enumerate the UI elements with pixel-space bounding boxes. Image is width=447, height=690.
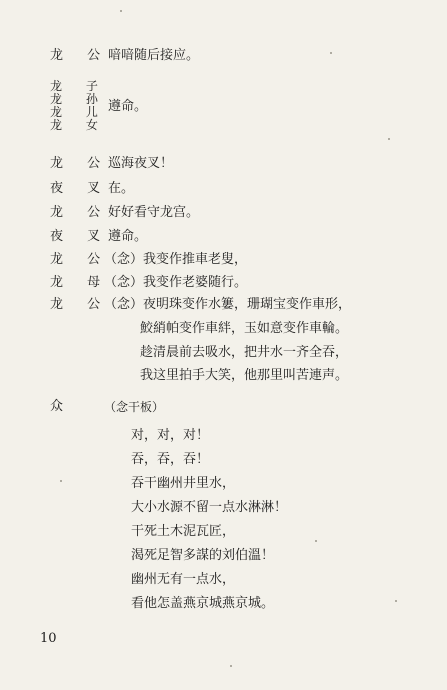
speaker: 夜 叉 — [50, 229, 111, 244]
page-number: 10 — [40, 631, 57, 646]
line-text: 看他怎盖燕京城燕京城。 — [131, 596, 275, 611]
line-text: 好好看守龙宫。 — [108, 205, 200, 220]
line-text: 干死土木泥瓦匠， — [131, 524, 236, 539]
line-text: 幽州无有一点水， — [131, 572, 236, 587]
speaker: 龙 公 — [50, 252, 111, 267]
line-text: 遵命。 — [108, 229, 148, 244]
speaker: 龙 儿 — [50, 105, 108, 119]
line-text: 我这里拍手大笑，他那里叫苦連声。 — [140, 368, 349, 383]
speaker: 夜 叉 — [50, 181, 111, 196]
line-text: （念干板） — [104, 400, 165, 414]
speaker: 龙 女 — [50, 118, 108, 132]
scan-speck — [60, 480, 62, 482]
scan-speck — [315, 540, 317, 542]
speaker: 龙 母 — [50, 275, 111, 290]
speaker: 众 — [50, 399, 74, 414]
line-text: （念）我变作推車老叟， — [104, 252, 248, 267]
speaker: 龙 公 — [50, 48, 111, 63]
line-text: 渴死足智多謀的刘伯溫！ — [131, 548, 275, 563]
line-text: 巡海夜叉！ — [108, 156, 174, 171]
line-text: 趁清晨前去吸水，把井水一齐全吞， — [140, 345, 349, 360]
line-text: 吞干幽州井里水， — [131, 476, 236, 491]
line-text: 在。 — [108, 181, 135, 196]
speaker: 龙 公 — [50, 156, 111, 171]
scan-speck — [230, 665, 232, 667]
scan-speck — [330, 52, 332, 54]
speaker: 龙 公 — [50, 205, 111, 220]
line-text: 吞，吞，吞！ — [131, 452, 210, 467]
speaker: 龙 公 — [50, 297, 111, 312]
speaker-stack — [50, 79, 108, 132]
scan-speck — [388, 138, 390, 140]
line-text: 鮫綃帕变作車絆，玉如意变作車輪。 — [140, 321, 349, 336]
speaker: 龙 孙 — [50, 92, 108, 106]
line-text: 喑喑随后接应。 — [108, 48, 200, 63]
line-text: 对，对，对！ — [131, 428, 210, 443]
speaker: 龙 子 — [50, 79, 108, 93]
line-text: 大小水源不留一点水淋淋！ — [131, 500, 288, 515]
scan-speck — [120, 10, 122, 12]
line-text: （念）夜明珠变作水簍，珊瑚宝变作車形， — [104, 297, 352, 312]
scan-speck — [395, 600, 397, 602]
line-text: （念）我变作老婆随行。 — [104, 275, 248, 290]
line-text: 遵命。 — [108, 99, 148, 114]
